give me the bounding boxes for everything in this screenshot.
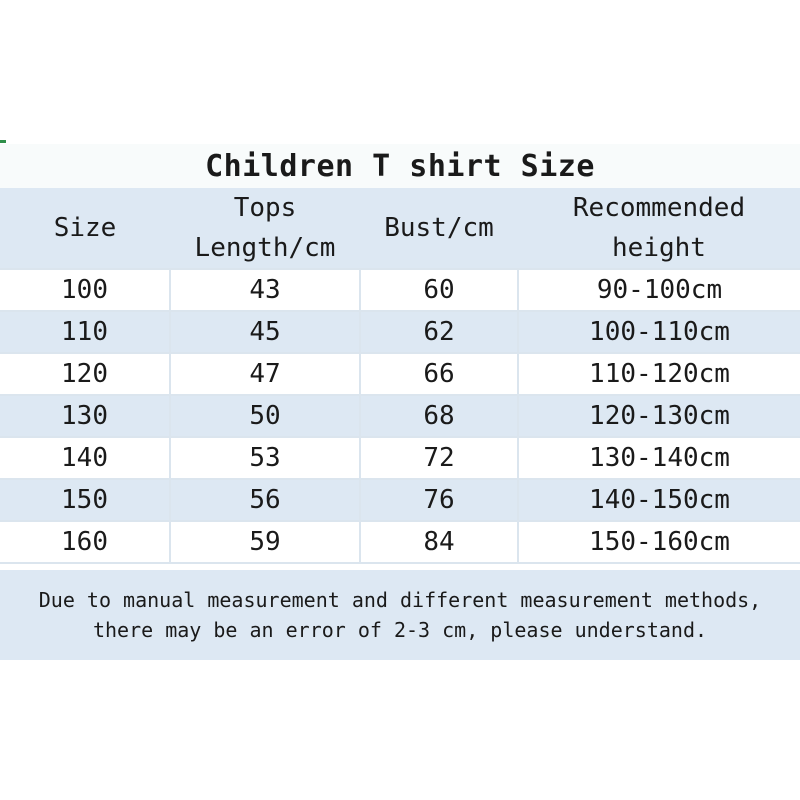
- cell-size: 100: [0, 269, 170, 311]
- cell-size: 130: [0, 395, 170, 437]
- cell-length: 56: [170, 479, 360, 521]
- cell-bust: 84: [360, 521, 518, 563]
- cell-size: 120: [0, 353, 170, 395]
- cell-size: 160: [0, 521, 170, 563]
- cell-bust: 66: [360, 353, 518, 395]
- corner-accent: [0, 140, 6, 143]
- table-row: [0, 269, 800, 311]
- size-table: [0, 188, 800, 564]
- measurement-note: [0, 570, 800, 660]
- header-row: [0, 188, 800, 269]
- cell-length: 43: [170, 269, 360, 311]
- cell-height: 90-100cm: [518, 269, 800, 311]
- note-line-1: Due to manual measurement and different measurement methods,: [38, 588, 762, 612]
- cell-length: 47: [170, 353, 360, 395]
- cell-bust: 72: [360, 437, 518, 479]
- header-height-line1: Recommended: [572, 193, 746, 223]
- header-tops-line1: Tops: [233, 193, 297, 223]
- note-line-2: there may be an error of 2-3 cm, please understand.: [92, 618, 708, 642]
- cell-size: 140: [0, 437, 170, 479]
- cell-height: 100-110cm: [518, 311, 800, 353]
- header-recommended-height: [518, 188, 800, 269]
- header-tops-length: [170, 188, 360, 269]
- cell-height: 140-150cm: [518, 479, 800, 521]
- cell-size: 150: [0, 479, 170, 521]
- cell-bust: 68: [360, 395, 518, 437]
- cell-size: 110: [0, 311, 170, 353]
- header-height-line2: height: [612, 233, 706, 263]
- cell-length: 59: [170, 521, 360, 563]
- cell-bust: 76: [360, 479, 518, 521]
- table-row: [0, 521, 800, 563]
- size-chart: [0, 140, 800, 660]
- cell-length: 45: [170, 311, 360, 353]
- header-tops-line2: Length/cm: [194, 233, 336, 263]
- table-row: [0, 311, 800, 353]
- cell-height: 120-130cm: [518, 395, 800, 437]
- table-row: [0, 395, 800, 437]
- cell-length: 53: [170, 437, 360, 479]
- cell-bust: 62: [360, 311, 518, 353]
- cell-bust: 60: [360, 269, 518, 311]
- cell-height: 150-160cm: [518, 521, 800, 563]
- chart-title: Children T shirt Size: [0, 144, 800, 188]
- table-row: [0, 437, 800, 479]
- table-row: [0, 353, 800, 395]
- cell-height: 130-140cm: [518, 437, 800, 479]
- header-size: Size: [0, 188, 170, 269]
- cell-height: 110-120cm: [518, 353, 800, 395]
- cell-length: 50: [170, 395, 360, 437]
- header-bust: Bust/cm: [360, 188, 518, 269]
- table-row: [0, 479, 800, 521]
